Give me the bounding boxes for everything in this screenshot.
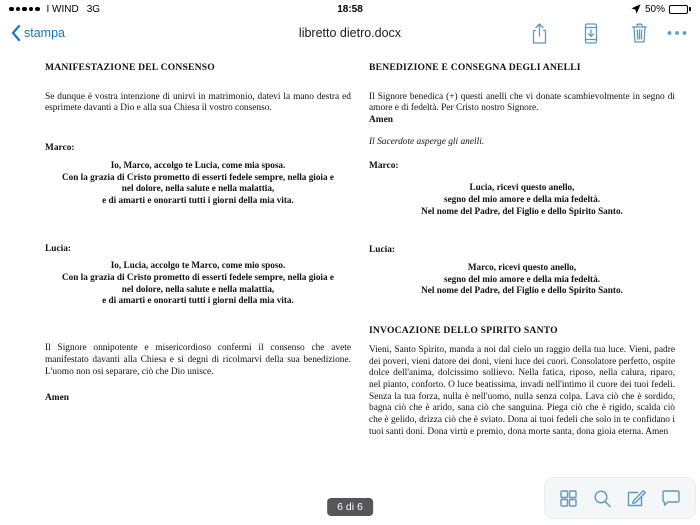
more-icon[interactable] (664, 26, 690, 40)
save-to-device-icon[interactable] (580, 20, 602, 47)
vow-line: e di amarti e onorarti tutti i giorni della mia vita. (102, 194, 294, 205)
document-title: libretto dietro.docx (298, 26, 402, 40)
share-icon[interactable] (527, 20, 552, 47)
back-button[interactable] (10, 24, 65, 42)
bottom-toolbar (544, 477, 696, 519)
status-time: 18:58 (337, 3, 363, 15)
trash-icon[interactable] (628, 20, 651, 46)
comment-icon[interactable] (660, 488, 682, 509)
vow-block (45, 160, 351, 207)
ring-vow-block (369, 182, 675, 217)
section-heading: INVOCAZIONE DELLO SPIRITO SANTO (369, 325, 558, 337)
document-right-column (369, 62, 675, 438)
document-left-column (45, 62, 351, 438)
nav-actions (527, 20, 690, 47)
search-icon[interactable] (592, 488, 613, 509)
speaker-label: Marco: (45, 143, 75, 154)
vow-line: Con la grazia di Cristo prometto di esserti fedele sempre, nella gioia e (62, 272, 334, 283)
page-indicator: 6 di 6 (327, 498, 373, 516)
status-right (631, 4, 691, 15)
chevron-left-icon (10, 24, 21, 42)
vow-line: segno del mio amore e della mia fedeltà. (444, 193, 600, 204)
vow-line: Nel nome del Padre, del Figlio e dello Spirito Santo. (421, 285, 623, 296)
nav-bar (0, 18, 700, 48)
status-bar (0, 0, 700, 18)
amen-label: Amen (45, 393, 69, 404)
paragraph: Il Signore benedica (+) questi anelli che vi donate scambievolmente in segno di amore e di fedeltà. Per Cristo nostro Signore. (369, 91, 675, 114)
vow-line: Io, Marco, accolgo te Lucia, come mia sposa. (110, 159, 286, 170)
section-heading: BENEDIZIONE E CONSEGNA DEGLI ANELLI (369, 62, 581, 73)
paragraph: Il Signore onnipotente e misericordioso confermi il consenso che avete manifestato davanti alla Chiesa e si degni di ricolmarvi della sua benedizione. L'uomo non osi separare, ciò che Dio unisce. (45, 343, 351, 377)
network-label: 3G (86, 3, 101, 15)
section-heading: MANIFESTAZIONE DEL CONSENSO (45, 62, 215, 73)
vow-line: segno del mio amore e della mia fedeltà. (444, 273, 600, 284)
vow-line: Io, Lucia, accolgo te Marco, come mio sposo. (110, 260, 286, 271)
carrier-label: I WIND (46, 3, 79, 15)
compose-icon[interactable] (625, 488, 647, 509)
vow-line: Con la grazia di Cristo prometto di esserti fedele sempre, nella gioia e (62, 171, 334, 182)
speaker-label: Lucia: (369, 245, 396, 256)
paragraph: Vieni, Santo Spirito, manda a noi dal cielo un raggio della tua luce. Vieni, padre dei poveri, vieni datore dei doni, vieni luce dei cuori. Consolatore perfetto, ospite dolce dell'anima, dolcissimo sollievo. Nella fatica, riposo, nella calura, riparo, nel pianto, conforto. O luce beatissima, invadi nell'intimo il cuore dei tuoi fedeli. Senza la tua forza, nulla è nell'uomo, nulla senza colpa. Lava ciò che è sordido, bagna ciò che è arido, sana ciò che sanguina. Piega ciò che è rigido, scalda ciò che è gelido, drizza ciò che è sviato. Dona ai tuoi fedeli che solo in te confidano i tuoi santi doni. Dona virtù e premio, dona morte santa, dona gioia eterna. Amen (369, 344, 675, 437)
vow-line: nel dolore, nella salute e nella malattia, (121, 283, 275, 294)
vow-block (45, 260, 351, 307)
ring-vow-block (369, 262, 675, 297)
battery-percent-label: 50% (644, 3, 665, 15)
rubric-text: Il Sacerdote asperge gli anelli. (369, 136, 485, 147)
speaker-label: Marco: (369, 160, 399, 171)
vow-line: nel dolore, nella salute e nella malattia, (121, 183, 275, 194)
back-button-label: stampa (24, 26, 65, 40)
vow-line: Nel nome del Padre, del Figlio e dello Spirito Santo. (421, 205, 623, 216)
thumbnails-icon[interactable] (558, 488, 579, 509)
battery-icon (669, 5, 691, 14)
location-arrow-icon (631, 4, 641, 14)
speaker-label: Lucia: (45, 243, 72, 254)
paragraph: Se dunque è vostra intenzione di unirvi in matrimonio, datevi la mano destra ed esprimete davanti a Dio e alla sua Chiesa il vostro consenso. (45, 91, 351, 114)
vow-line: Lucia, ricevi questo anello, (469, 182, 575, 193)
document-page[interactable] (45, 62, 675, 438)
vow-line: Marco, ricevi questo anello, (467, 262, 577, 273)
amen-label: Amen (369, 115, 393, 126)
vow-line: e di amarti e onorarti tutti i giorni della mia vita. (102, 295, 294, 306)
